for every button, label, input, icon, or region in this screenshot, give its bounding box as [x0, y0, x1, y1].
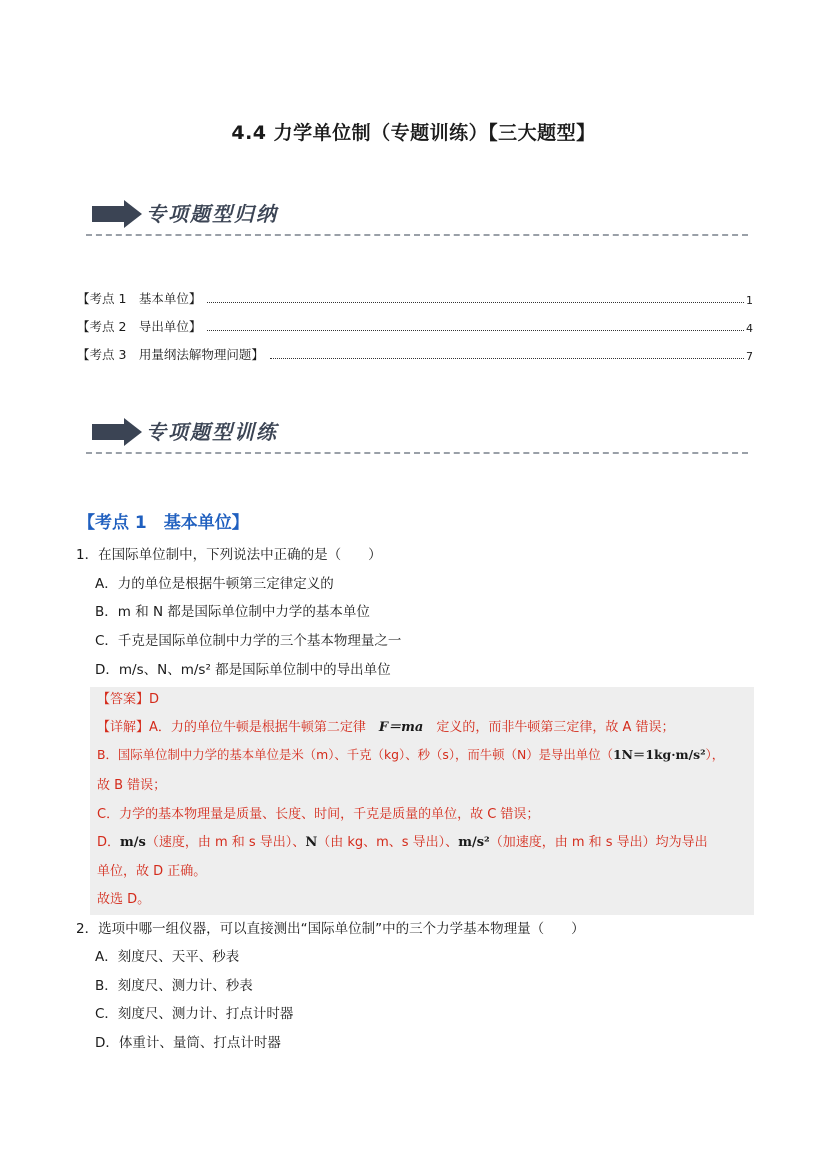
q1-option-c: C．千克是国际单位制中力学的三个基本物理量之一 — [95, 633, 402, 649]
detail-line-1: 【详解】A．力的单位牛顿是根据牛顿第二定律 F＝ma 定义的，而非牛顿第三定律，故 A 错误； — [97, 720, 675, 735]
right-arrow-icon — [92, 200, 144, 228]
toc-page: 7 — [746, 350, 753, 363]
conclusion-line: 故选 D。 — [97, 892, 151, 907]
detail-line-5: D．m/s（速度，由 m 和 s 导出）、N（由 kg、m、s 导出）、m/s²（加速度，由 m 和 s 导出）均为导出 — [97, 835, 708, 850]
page-title: 4.4 力学单位制（专题训练）【三大题型】 — [231, 122, 596, 144]
banner-training — [86, 412, 748, 454]
q2-option-b: B．刻度尺、测力计、秒表 — [95, 978, 253, 994]
right-arrow-icon — [92, 418, 144, 446]
toc-label: 【考点 2 导出单位】 — [77, 319, 202, 334]
toc-leader — [270, 358, 744, 359]
unit-force: N — [305, 835, 318, 850]
toc-page: 1 — [746, 294, 753, 307]
detail-line-4: C．力学的基本物理量是质量、长度、时间，千克是质量的单位，故 C 错误； — [97, 807, 540, 822]
toc-label: 【考点 1 基本单位】 — [77, 291, 202, 306]
q1-option-a: A．力的单位是根据牛顿第三定律定义的 — [95, 576, 334, 592]
detail-line-6: 单位，故 D 正确。 — [97, 864, 207, 879]
formula-newton-second-law: F＝ma — [378, 720, 424, 735]
formula-newton-unit: 1N＝1kg·m/s² — [612, 747, 706, 762]
answer-line: 【答案】D — [97, 692, 160, 707]
toc-item-3[interactable] — [77, 345, 753, 363]
section-heading: 【考点 1 基本单位】 — [78, 513, 249, 533]
q2-option-d: D．体重计、量筒、打点计时器 — [95, 1035, 281, 1051]
q1-option-d: D．m/s、N、m/s² 都是国际单位制中的导出单位 — [95, 662, 391, 678]
toc-label: 【考点 3 用量纲法解物理问题】 — [77, 347, 264, 362]
banner-summary — [86, 194, 748, 236]
q2-option-a: A．刻度尺、天平、秒表 — [95, 949, 240, 965]
dashed-divider — [86, 234, 748, 236]
unit-acceleration: m/s² — [458, 835, 490, 850]
q2-option-c: C．刻度尺、测力计、打点计时器 — [95, 1006, 294, 1022]
banner-training-text: 专项题型训练 — [146, 420, 278, 444]
unit-velocity: m/s — [120, 835, 146, 850]
q1-option-b: B．m 和 N 都是国际单位制中力学的基本单位 — [95, 604, 370, 620]
question-1-stem: 1．在国际单位制中，下列说法中正确的是（ ） — [76, 547, 382, 563]
toc-page: 4 — [746, 322, 753, 335]
toc-item-2[interactable] — [77, 317, 753, 335]
toc-item-1[interactable] — [77, 289, 753, 307]
banner-summary-text: 专项题型归纳 — [146, 202, 278, 226]
toc-leader — [207, 302, 744, 303]
detail-line-2: B．国际单位制中力学的基本单位是米（m）、千克（kg）、秒（s），而牛顿（N）是导出单位（1N＝1kg·m/s²）， — [97, 747, 725, 762]
detail-line-3: 故 B 错误； — [97, 778, 167, 793]
toc-leader — [207, 330, 744, 331]
dashed-divider — [86, 452, 748, 454]
question-2-stem: 2．选项中哪一组仪器，可以直接测出“国际单位制”中的三个力学基本物理量（ ） — [76, 921, 585, 937]
